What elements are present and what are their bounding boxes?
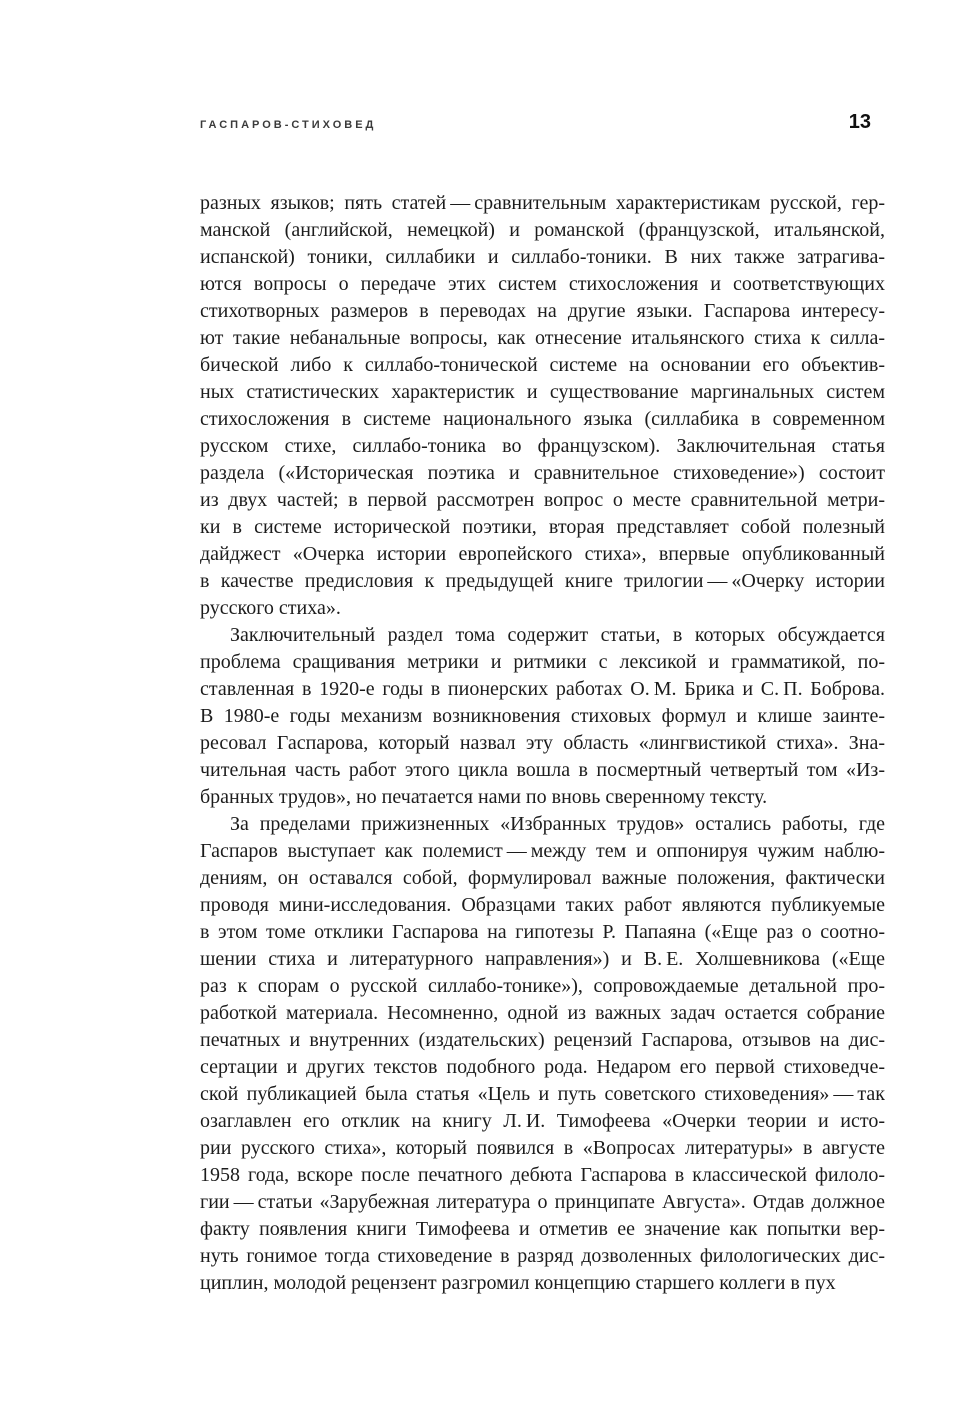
text-line: проводя мини-исследования. Образцами таких работ являются публикуемые (200, 894, 885, 916)
page-number: 13 (848, 111, 871, 133)
text-line: озаглавлен его отклик на книгу Л. И. Тимофеева «Очерки теории и исто- (200, 1110, 885, 1132)
running-header (200, 111, 885, 134)
text-line: ки в системе исторической поэтики, вторая представляет собой полезный (200, 516, 885, 538)
running-title: ГАСПАРОВ-СТИХОВЕД (200, 119, 377, 131)
text-line: дениям, он оставался собой, формулировал важные положения, фактически (200, 867, 885, 889)
text-line: В 1980-е годы механизм возникновения стиховых формул и клише заинте- (200, 705, 885, 727)
text-line: ных статистических характеристик и существование маргинальных систем (200, 381, 885, 403)
text-line: сертации и других текстов подобного рода. Недаром его первой стиховедче- (200, 1056, 885, 1078)
text-line: рии русского стиха», который появился в «Вопросах литературы» в августе (200, 1137, 885, 1159)
text-line: Заключительный раздел тома содержит статьи, в которых обсуждается (230, 624, 885, 646)
text-line: русского стиха». (200, 597, 341, 619)
text-line: печатных и внутренних (издательских) рецензий Гаспарова, отзывов на дис- (200, 1029, 885, 1051)
text-line: в этом томе отклики Гаспарова на гипотезы Р. Папаяна («Еще раз о соотно- (200, 921, 885, 943)
text-line: ют такие небанальные вопросы, как отнесение итальянского стиха к силла- (200, 327, 885, 349)
text-line: Гаспаров выступает как полемист — между тем и оппонируя чужим наблю- (200, 840, 885, 862)
text-line: гии — статьи «Зарубежная литература о принципате Августа». Отдав должное (200, 1191, 885, 1213)
text-line: русском стихе, силлабо-тоника во французском). Заключительная статья (200, 435, 885, 457)
text-line: разных языков; пять статей — сравнительным характеристикам русской, гер- (200, 192, 885, 214)
text-line: раз к спорам о русской силлабо-тонике»), сопровождаемые детальной про- (200, 975, 885, 997)
text-line: бранных трудов», но печатается нами по вновь сверенному тексту. (200, 786, 768, 808)
paragraph (200, 190, 885, 622)
text-line: в качестве предисловия к предыдущей книге трилогии — «Очерку истории (200, 570, 885, 592)
text-line: ются вопросы о передаче этих систем стихосложения и соответствующих (200, 273, 885, 295)
text-line: бической либо к силлабо-тонической системе на основании его объектив- (200, 354, 885, 376)
text-line: дайджест «Очерка истории европейского стиха», впервые опубликованный (200, 543, 885, 565)
text-line: стихосложения в системе национального языка (силлабика в современном (200, 408, 885, 430)
paragraph (200, 811, 885, 1297)
text-block (200, 190, 885, 1297)
text-line: шении стиха и литературного направления») и В. Е. Холшевникова («Еще (200, 948, 885, 970)
text-line: работкой материала. Несомненно, одной из важных задач остается собрание (200, 1002, 885, 1024)
text-line: За пределами прижизненных «Избранных трудов» остались работы, где (230, 813, 885, 835)
text-line: проблема сращивания метрики и ритмики с лексикой и грамматикой, по- (200, 651, 885, 673)
text-line: ставленная в 1920-е годы в пионерских работах О. М. Брика и С. П. Боброва. (200, 678, 885, 700)
text-line: раздела («Историческая поэтика и сравнительное стиховедение») состоит (200, 462, 885, 484)
text-line: чительная часть работ этого цикла вошла в посмертный четвертый том «Из- (200, 759, 885, 781)
text-line: стихотворных размеров в переводах на другие языки. Гаспарова интересу- (200, 300, 885, 322)
text-line: ресовал Гаспарова, который назвал эту область «лингвистикой стиха». Зна- (200, 732, 885, 754)
text-line: испанской) тоники, силлабики и силлабо-тоники. В них также затрагива- (200, 246, 885, 268)
text-line: манской (английской, немецкой) и романской (французской, итальянской, (200, 219, 885, 241)
text-line: факту появления книги Тимофеева и отметив ее значение как попытки вер- (200, 1218, 885, 1240)
text-line: из двух частей; в первой рассмотрен вопрос о месте сравнительной метри- (200, 489, 885, 511)
text-line: циплин, молодой рецензент разгромил концепцию старшего коллеги в пух (200, 1272, 836, 1294)
text-line: ской публикацией была статья «Цель и путь советского стиховедения» — так (200, 1083, 885, 1105)
text-line: нуть гонимое тогда стиховедение в разряд дозволенных филологических дис- (200, 1245, 885, 1267)
text-line: 1958 года, вскоре после печатного дебюта Гаспарова в классической филоло- (200, 1164, 885, 1186)
paragraph (200, 622, 885, 811)
